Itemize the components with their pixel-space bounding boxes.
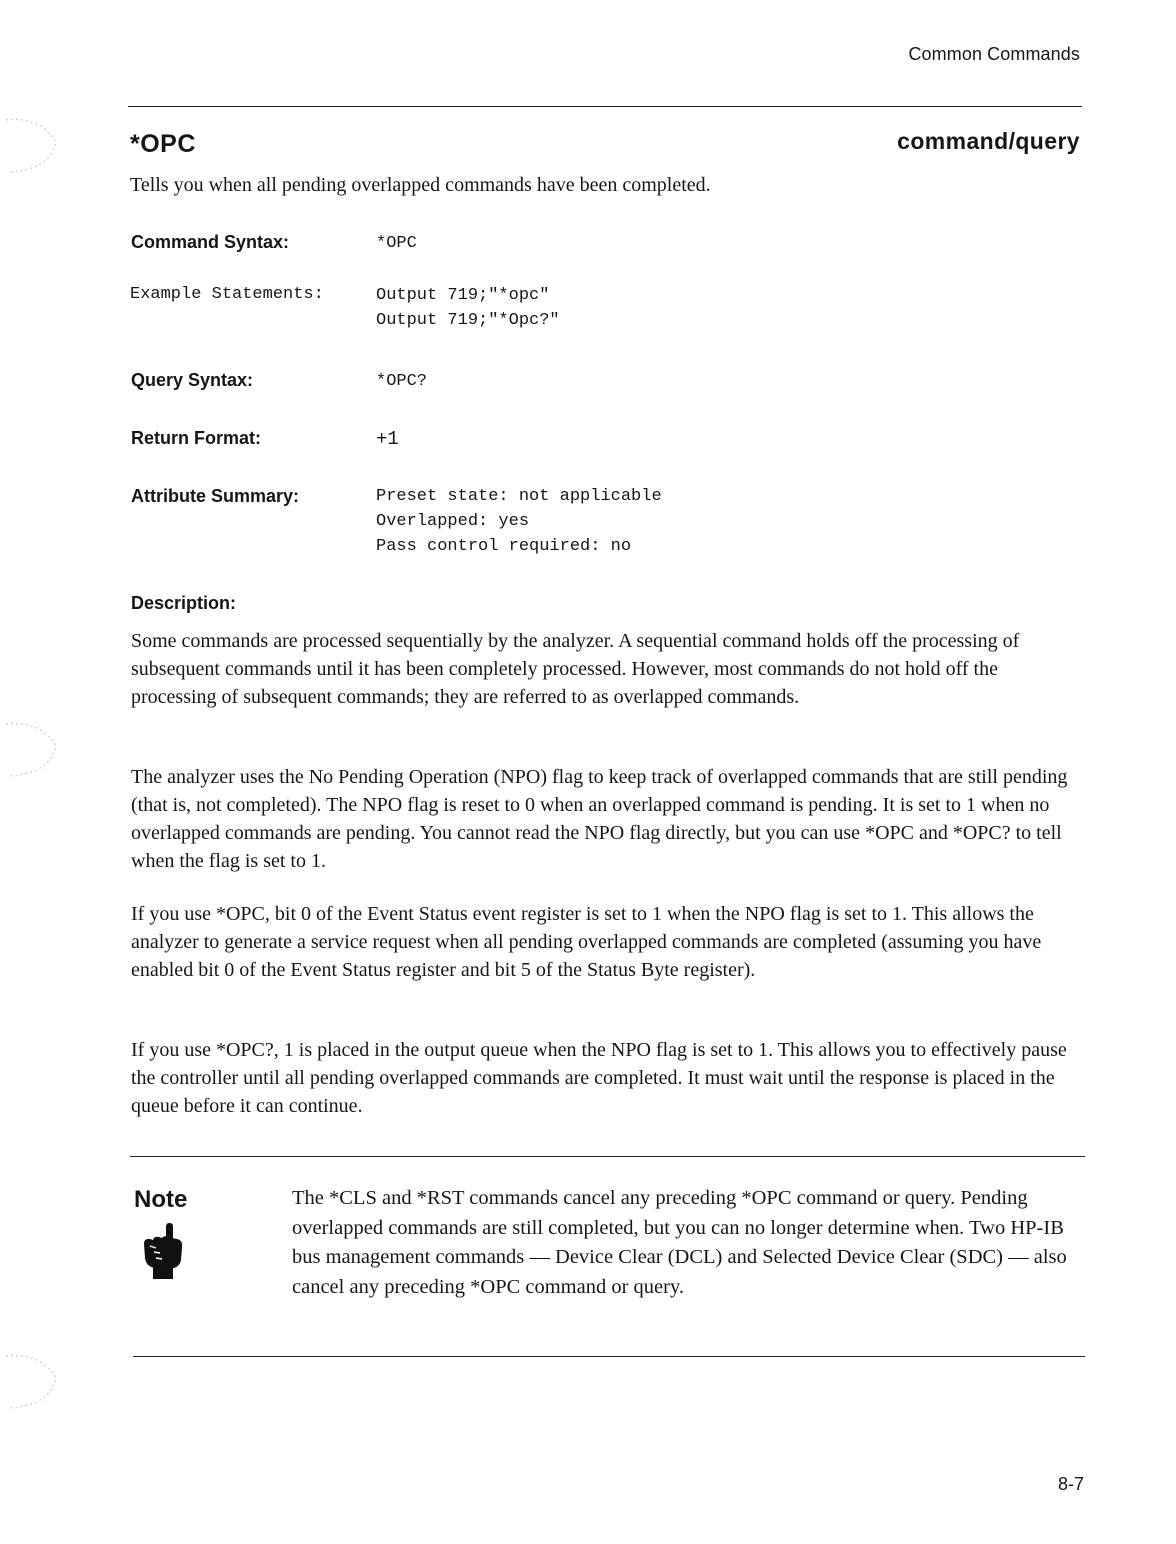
- command-summary: Tells you when all pending overlapped commands have been completed.: [130, 174, 711, 196]
- command-name: *OPC: [130, 130, 196, 158]
- command-type: command/query: [897, 128, 1080, 154]
- return-format-label: Return Format:: [131, 428, 261, 448]
- return-format-value: +1: [376, 428, 399, 450]
- description-paragraph-1: [131, 627, 1076, 711]
- example-statements-label: Example Statements:: [130, 285, 324, 304]
- command-syntax-label: Command Syntax:: [131, 232, 290, 252]
- paragraph-text: If you use *OPC?, 1 is placed in the output queue when the NPO flag is set to 1. This allows you to effectively pause the controller until all pending overlapped commands are completed. It must wait until the response is placed in the queue before it can continue.: [131, 1039, 1067, 1117]
- command-syntax-value: *OPC: [376, 234, 417, 253]
- punch-hole-top: [0, 112, 64, 176]
- running-head: Common Commands: [908, 44, 1080, 64]
- punch-hole-bottom: [0, 1348, 64, 1412]
- attribute-overlapped: Overlapped: yes: [376, 512, 530, 531]
- note-text: The *CLS and *RST commands cancel any preceding *OPC command or query. Pending overlapped commands are still completed, but you can no longer determine when. Two HP-IB bus management commands — Device Clear (DCL) and Selected Device Clear (SDC) — also cancel any preceding *OPC command or query.: [292, 1187, 1067, 1298]
- query-syntax-label: Query Syntax:: [131, 370, 254, 390]
- note-bottom-rule: [133, 1356, 1085, 1357]
- description-paragraph-2: [131, 763, 1076, 875]
- query-syntax-value: *OPC?: [376, 372, 428, 391]
- attribute-summary-label: Attribute Summary:: [131, 486, 300, 506]
- header-rule: [128, 106, 1082, 107]
- paragraph-text: The analyzer uses the No Pending Operation (NPO) flag to keep track of overlapped commands that are still pending (that is, not completed). The NPO flag is reset to 0 when an overlapped command is pending. It is set to 1 when no overlapped commands are pending. You cannot read the NPO flag directly, but you can use *OPC and *OPC? to tell when the flag is set to 1.: [131, 766, 1068, 872]
- attribute-pass-control: Pass control required: no: [376, 537, 632, 556]
- description-paragraph-3: [131, 900, 1076, 984]
- description-label: Description:: [131, 593, 237, 613]
- punch-hole-middle: [0, 716, 64, 780]
- example-statement-1: Output 719;"*opc": [376, 286, 550, 305]
- paragraph-text: Some commands are processed sequentially by the analyzer. A sequential command holds off the processing of subsequent commands until it has been completely processed. However, most commands do not hold off the processing of subsequent commands; they are referred to as overlapped commands.: [131, 630, 1020, 708]
- description-paragraph-4: [131, 1036, 1076, 1120]
- attribute-preset-state: Preset state: not applicable: [376, 487, 662, 506]
- note-top-rule: [130, 1156, 1085, 1157]
- example-statement-2: Output 719;"*Opc?": [376, 311, 560, 330]
- pointing-hand-icon: [140, 1222, 186, 1280]
- page-number: 8-7: [1057, 1474, 1084, 1494]
- note-label: Note: [134, 1186, 188, 1213]
- paragraph-text: If you use *OPC, bit 0 of the Event Status event register is set to 1 when the NPO flag is set to 1. This allows the analyzer to generate a service request when all pending overlapped commands are completed (assuming you have enabled bit 0 of the Event Status register and bit 5 of the Status Byte register).: [131, 903, 1042, 981]
